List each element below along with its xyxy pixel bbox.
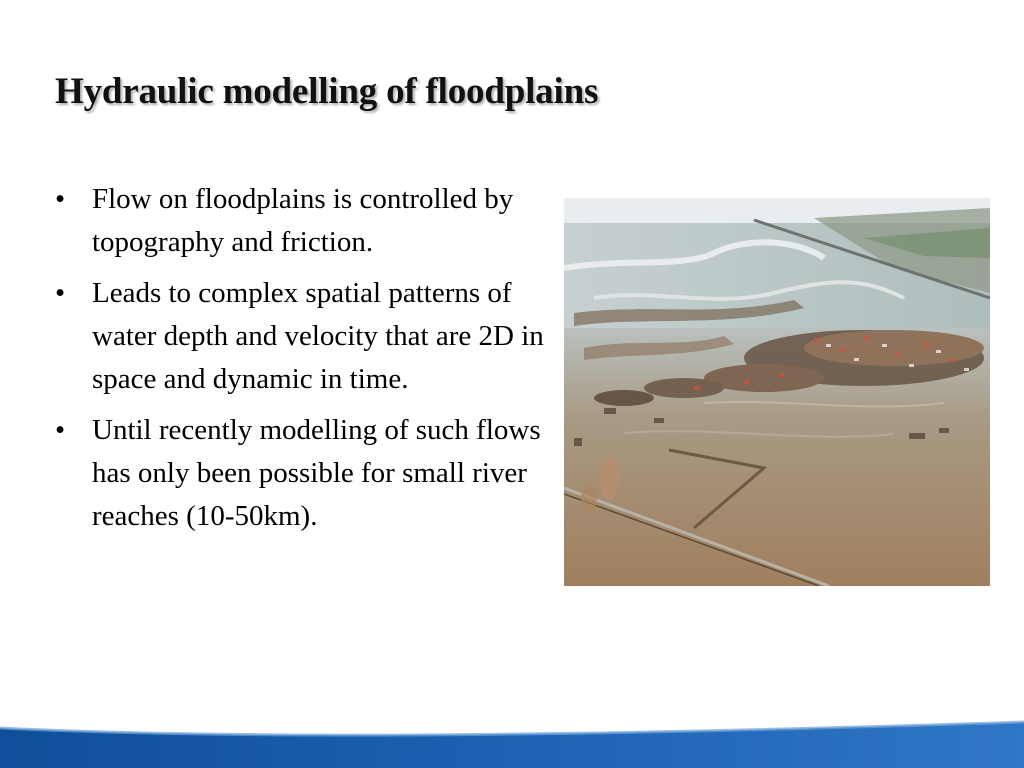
- bullet-item: [55, 272, 550, 401]
- aerial-flood-photo: [564, 198, 990, 586]
- bullet-icon: •: [55, 277, 66, 309]
- bullet-text: Until recently modelling of such flows has only been possible for small river reaches (10-50km).: [92, 414, 541, 532]
- bullet-text: Leads to complex spatial patterns of water depth and velocity that are 2D in space and dynamic in time.: [92, 277, 544, 395]
- bullet-text: Flow on floodplains is controlled by topography and friction.: [92, 183, 514, 258]
- bullet-item: [55, 178, 550, 264]
- bullet-item: [55, 409, 550, 538]
- slide-title: Hydraulic modelling of floodplains: [55, 71, 599, 112]
- bullet-icon: •: [55, 414, 66, 446]
- bullet-icon: •: [55, 183, 66, 215]
- footer-wave: [0, 700, 1024, 768]
- bullet-list: [55, 178, 550, 546]
- photo-icon: [564, 198, 990, 586]
